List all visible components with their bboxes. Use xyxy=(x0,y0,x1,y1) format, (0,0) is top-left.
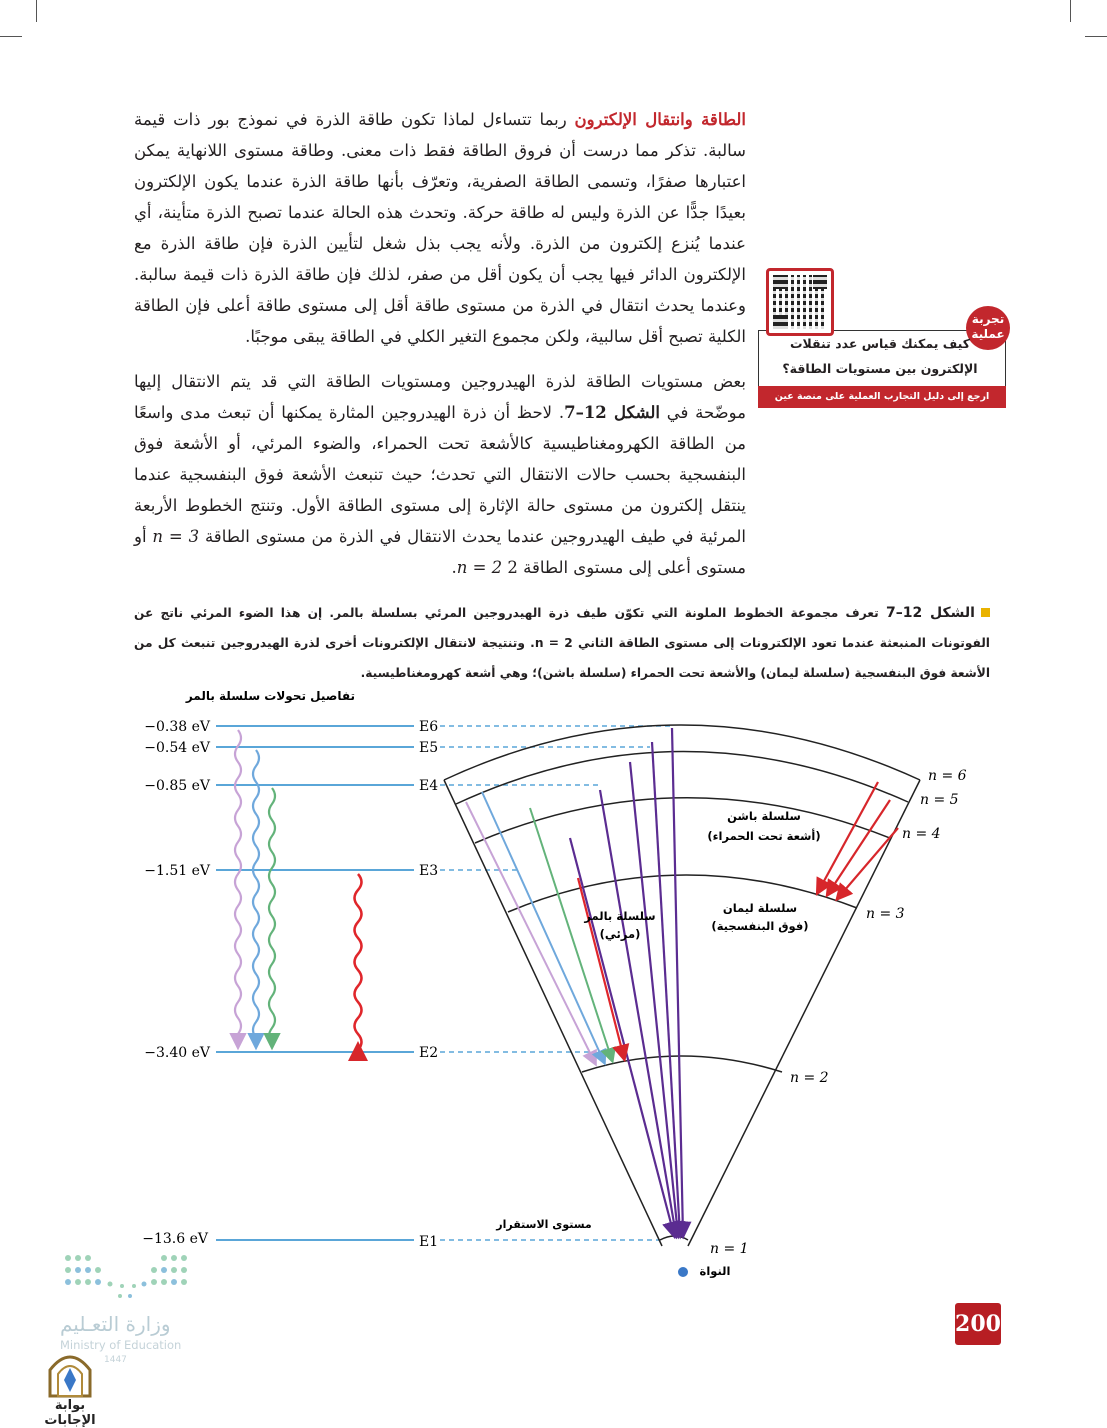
transition-6-2 xyxy=(235,730,241,1046)
energy-levels xyxy=(216,726,414,1240)
experiment-reference-link[interactable]: ارجع إلى دليل التجارب العملية على منصة عين الإثرائية xyxy=(758,386,1006,408)
orbit-n5 xyxy=(456,751,908,804)
paragraph-text: . xyxy=(451,558,457,577)
energy-value: −0.85 eV xyxy=(144,778,210,794)
math-n2: n = 2 xyxy=(456,558,503,577)
n-label: n = 1 xyxy=(710,1241,749,1257)
transition-3-2 xyxy=(355,874,362,1050)
ground-state-label: مستوى الاستقرار xyxy=(496,1218,592,1231)
caption-text: تعرف مجموعة الخطوط الملونة التي تكوّن طيف ذرة الهيدروجين المرئي بسلسلة بالمر. إن هذا الضوء المرئي ناتج عن الفوتونات المنبعثة عندما تعود الإلكترونات إلى مستوى الطاقة الثاني 2 = n. وتنتيجة لانتقال الإلكترونات أخرى لذرة الهيدروجين تنبعث كل من الأشعة فوق البنفسجية (سلسلة ليمان) والأشعة تحت الحمراء (سلسلة باشن)؛ وهي أشعة كهرومغناطيسية. xyxy=(134,606,990,680)
gate-label: بوابة الإجابات xyxy=(44,1398,96,1428)
level-label: E2 xyxy=(419,1045,439,1061)
paragraph-levels xyxy=(134,366,746,583)
n-label: n = 5 xyxy=(920,792,959,808)
transition-4-2 xyxy=(269,788,275,1046)
nucleus-dot xyxy=(678,1267,688,1277)
ministry-name-en: Ministry of Education xyxy=(60,1338,182,1352)
ministry-name-ar: وزارة التعـليم xyxy=(60,1312,171,1336)
badge-line: عملية xyxy=(971,327,1005,341)
orbit-n1 xyxy=(660,1236,688,1240)
nucleus-label: النواة xyxy=(699,1264,731,1278)
crop-mark xyxy=(0,36,22,37)
n-label: n = 3 xyxy=(866,906,905,922)
lyman-label: سلسلة ليمان xyxy=(722,901,798,915)
n-label: n = 2 xyxy=(790,1070,829,1086)
level-label: E5 xyxy=(419,740,439,756)
energy-value: −13.6 eV xyxy=(142,1231,208,1247)
figure-caption xyxy=(134,598,990,688)
page-number: 200 xyxy=(955,1303,1001,1345)
ministry-logo-icon xyxy=(60,1250,200,1310)
paschen-transitions xyxy=(818,782,898,898)
orbit-n3 xyxy=(508,875,857,912)
balmer-detail-transitions xyxy=(235,730,362,1050)
paragraph-text: أو مستوى أعلى إلى مستوى الطاقة 2 xyxy=(134,527,746,577)
orbit-n4 xyxy=(475,798,890,843)
energy-value: −0.38 eV xyxy=(144,719,210,735)
experiment-question: الإلكترون بين مستويات الطاقة؟ xyxy=(782,361,978,376)
paragraph-energy xyxy=(134,104,746,352)
paragraph-text: ربما تتساءل لماذا تكون طاقة الذرة في نموذج بور ذات قيمة سالبة. تذكر مما درست أن فروق الطاقة فقط ذات معنى. وطاقة مستوى اللانهاية يمكن اعتبارها صفرًا، وتسمى الطاقة الصفرية، وتعرّف بأنها طاقة الذرة عندما يكون الإلكترون بعيدًا جدًّا عن الذرة وليس له طاقة حركة. وتحدث هذه الحالة عندما تصبح الذرة متأينة، أي عندما يُنزع إلكترون من الذرة. ولأنه يجب بذل شغل لتأيين الذرة فإن طاقة الذرة مع الإلكترون الدائر فيها يجب أن يكون أقل من صفر، لذلك فإن طاقة الذرة ذات قيمة سالبة. وعندما يحدث انتقال في الذرة من مستوى طاقة أقل إلى مستوى طاقة أعلى فإن الطاقة الكلية تصبح أقل سالبية، ولكن مجموع التغير الكلي في الطاقة يبقى موجبًا. xyxy=(134,110,746,346)
paragraph-lead: الطاقة وانتقال الإلكترون xyxy=(574,110,746,129)
math-n3: n = 3 xyxy=(152,527,200,546)
level-label: E3 xyxy=(419,863,439,879)
energy-value: −0.54 eV xyxy=(144,740,210,756)
energy-value: −1.51 eV xyxy=(144,863,210,879)
badge-line: تجربة xyxy=(971,312,1005,326)
fan-edge-left xyxy=(444,780,662,1246)
energy-value: −3.40 eV xyxy=(144,1045,210,1061)
balmer-label: سلسلة بالمر xyxy=(584,909,656,923)
paschen-label: سلسلة باشن xyxy=(727,809,801,823)
diagram-title: تفاصيل تحولات سلسلة بالمر xyxy=(185,689,355,703)
paschen-sublabel: (أشعة تحت الحمراء) xyxy=(707,829,821,843)
paragraph-text: بعض مستويات الطاقة لذرة الهيدروجين ومستويات الطاقة التي قد يتم الانتقال إليها موضّحة في xyxy=(134,372,747,422)
fan-edge-right xyxy=(688,780,920,1246)
lyman-sublabel: (فوق البنفسجية) xyxy=(711,919,809,933)
ministry-year: 1447 xyxy=(104,1355,127,1365)
crop-mark xyxy=(1070,0,1071,22)
caption-marker xyxy=(981,608,990,617)
level-label: E1 xyxy=(419,1234,439,1250)
figure-reference[interactable]: الشكل 12–7 xyxy=(564,403,660,422)
n-label: n = 6 xyxy=(928,768,967,784)
frame-edge xyxy=(758,330,766,331)
orbit-n6 xyxy=(444,725,920,780)
level-labels xyxy=(419,719,438,1250)
crop-mark xyxy=(36,0,37,22)
level-label: E6 xyxy=(419,719,439,735)
energy-level-diagram xyxy=(130,680,1010,1290)
caption-label: الشكل 12–7 xyxy=(885,605,975,621)
level-label: E4 xyxy=(419,778,439,794)
balmer-sublabel: (مرئي) xyxy=(599,927,641,941)
energy-values xyxy=(142,719,211,1247)
experiment-question: كيف يمكنك قياس عدد تنقلات xyxy=(790,336,970,351)
transition-5-2 xyxy=(253,750,259,1046)
crop-mark xyxy=(1085,36,1107,37)
paragraph-text: . لاحظ أن ذرة الهيدروجين المثارة يمكنها أن تبعث مدى واسعًا من الطاقة الكهرومغناطيسية كالأشعة تحت الحمراء، والضوء المرئي، أو الأشعة فوق البنفسجية بحسب حالات الانتقال التي تحدث؛ حيث تنبعث الأشعة فوق البنفسجية عندما ينتقل إلكترون من مستوى حالة الإثارة إلى مستوى الطاقة الأول. وتنتج الخطوط الأربعة المرئية في طيف الهيدروجين عندما يحدث الانتقال في الذرة من مستوى الطاقة xyxy=(134,403,746,546)
gate-logo-icon xyxy=(30,1350,110,1398)
qr-code[interactable] xyxy=(766,268,834,336)
n-label: n = 4 xyxy=(902,826,941,842)
experiment-box xyxy=(758,268,1006,424)
